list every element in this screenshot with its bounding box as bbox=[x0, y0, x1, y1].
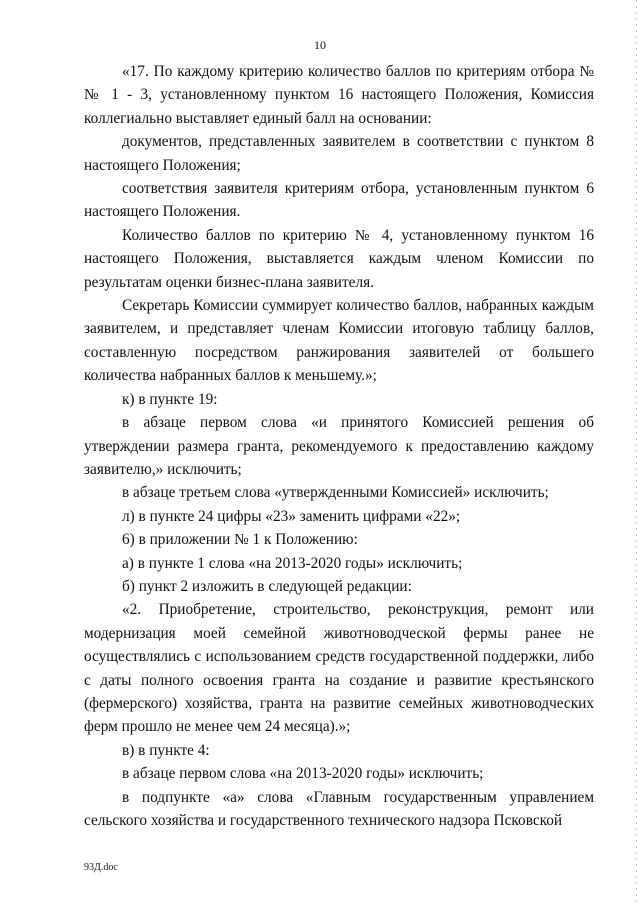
paragraph: 6) в приложении № 1 к Положению: bbox=[122, 531, 358, 549]
scan-edge-line bbox=[636, 0, 637, 905]
paragraph: соответствия заявителя критериям отбора, установленным пунктом 6 настоящего Положения. bbox=[84, 180, 594, 221]
paragraph: «2. Приобретение, строительство, реконструкция, ремонт или модернизация моей семейной животноводческой фермы ранее не осуществлялись с использованием средств государственной поддержки, либо с даты полного освоения гранта на создание и развитие крестьянского (фермерского) хозяйства, гранта на развитие семейных животноводческих ферм прошло не менее чем 24 месяца).»; bbox=[84, 601, 594, 736]
paragraph: в) в пункте 4: bbox=[122, 741, 210, 759]
paragraph: в подпункте «а» слова «Главным государственным управлением сельского хозяйства и государственного технического надзора Псковской bbox=[84, 788, 594, 829]
paragraph: в абзаце первом слова «и принятого Комиссией решения об утверждении размера гранта, рекомендуемого к предоставлению каждому заявителю,» исключить; bbox=[84, 414, 594, 478]
page-number: 10 bbox=[314, 38, 326, 52]
paragraph: б) пункт 2 изложить в следующей редакции: bbox=[122, 577, 412, 595]
paragraph: Секретарь Комиссии суммирует количество баллов, набранных каждым заявителем, и представляет членам Комиссии итоговую таблицу баллов, составленную посредством ранжирования заявителей от большего количества набранных баллов к меньшему.»; bbox=[84, 297, 594, 385]
paragraph: к) в пункте 19: bbox=[122, 390, 218, 408]
paragraph: документов, представленных заявителем в соответствии с пунктом 8 настоящего Положения; bbox=[84, 133, 594, 174]
document-body bbox=[84, 60, 594, 832]
paragraph: л) в пункте 24 цифры «23» заменить цифрами «22»; bbox=[122, 507, 461, 525]
paragraph: в абзаце первом слова «на 2013-2020 годы» исключить; bbox=[122, 765, 484, 783]
footer-filename: 93Д.doc bbox=[84, 862, 118, 873]
paragraph: Количество баллов по критерию № 4, установленному пунктом 16 настоящего Положения, выставляется каждым членом Комиссии по результатам оценки бизнес-плана заявителя. bbox=[84, 226, 594, 291]
paragraph: «17. По каждому критерию количество баллов по критериям отбора №№ 1 - 3, установленному пунктом 16 настоящего Положения, Комиссия коллегиально выставляет единый балл на основании: bbox=[84, 63, 594, 127]
paragraph: а) в пункте 1 слова «на 2013-2020 годы» исключить; bbox=[122, 554, 463, 572]
paragraph: в абзаце третьем слова «утвержденными Комиссией» исключить; bbox=[122, 484, 549, 502]
